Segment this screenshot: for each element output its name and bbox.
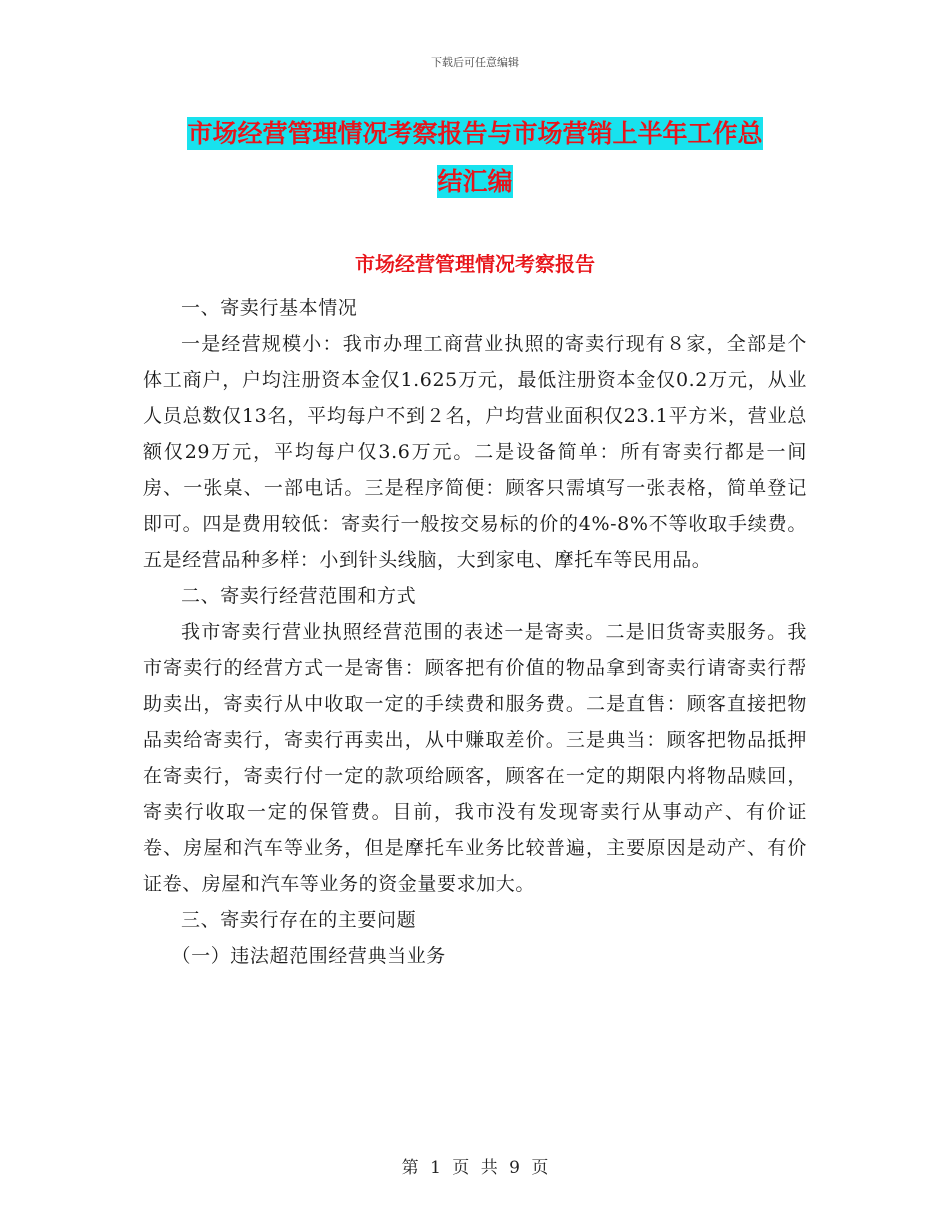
heading-main-problems: 三、寄卖行存在的主要问题 (181, 909, 417, 931)
page-header-note: 下载后可任意编辑 (431, 56, 519, 69)
paragraph-scope: 我市寄卖行营业执照经营范围的表述一是寄卖。二是旧货寄卖服务。我市寄卖行的经营方式一是寄售：顾客把有价值的物品拿到寄卖行请寄卖行帮助卖出，寄卖行从中收取一定的手续费和服务费。二是直售：顾客直接把物品卖给寄卖行，寄卖行再卖出，从中赚取差价。三是典当：顾客把物品抵押在寄卖行，寄卖行付一定的款项给顾客，顾客在一定的期限内将物品赎回，寄卖行收取一定的保管费。目前，我市没有发现寄卖行从事动产、有价证卷、房屋和汽车等业务，但是摩托车业务比较普遍，主要原因是动产、有价证卷、房屋和汽车等业务的资金量要求加大。 (143, 621, 807, 895)
heading-basic-situation: 一、寄卖行基本情况 (181, 297, 358, 319)
subheading-illegal-pawn: （一）违法超范围经营典当业务 (171, 945, 446, 967)
document-title-line2: 结汇编 (437, 167, 513, 196)
paragraph-scale: 一是经营规模小：我市办理工商营业执照的寄卖行现有８家，全部是个体工商户，户均注册资本金仅1.625万元，最低注册资本金仅0.2万元，从业人员总数仅13名，平均每户不到２名，户均营业面积仅23.1平方米，营业总额仅29万元，平均每户仅3.6万元。二是设备简单：所有寄卖行都是一间房、一张桌、一部电话。三是程序简便：顾客只需填写一张表格，简单登记即可。四是费用较低：寄卖行一般按交易标的价的4%-8%不等收取手续费。五是经营品种多样：小到针头线脑，大到家电、摩托车等民用品。 (143, 333, 807, 571)
heading-scope-and-method: 二、寄卖行经营范围和方式 (181, 585, 417, 607)
section-title: 市场经营管理情况考察报告 (355, 252, 595, 276)
document-body (143, 290, 807, 974)
document-title (0, 110, 950, 206)
document-title-line1: 市场经营管理情况考察报告与市场营销上半年工作总 (187, 119, 763, 148)
page-number: 第 1 页 共 9 页 (401, 1158, 549, 1178)
